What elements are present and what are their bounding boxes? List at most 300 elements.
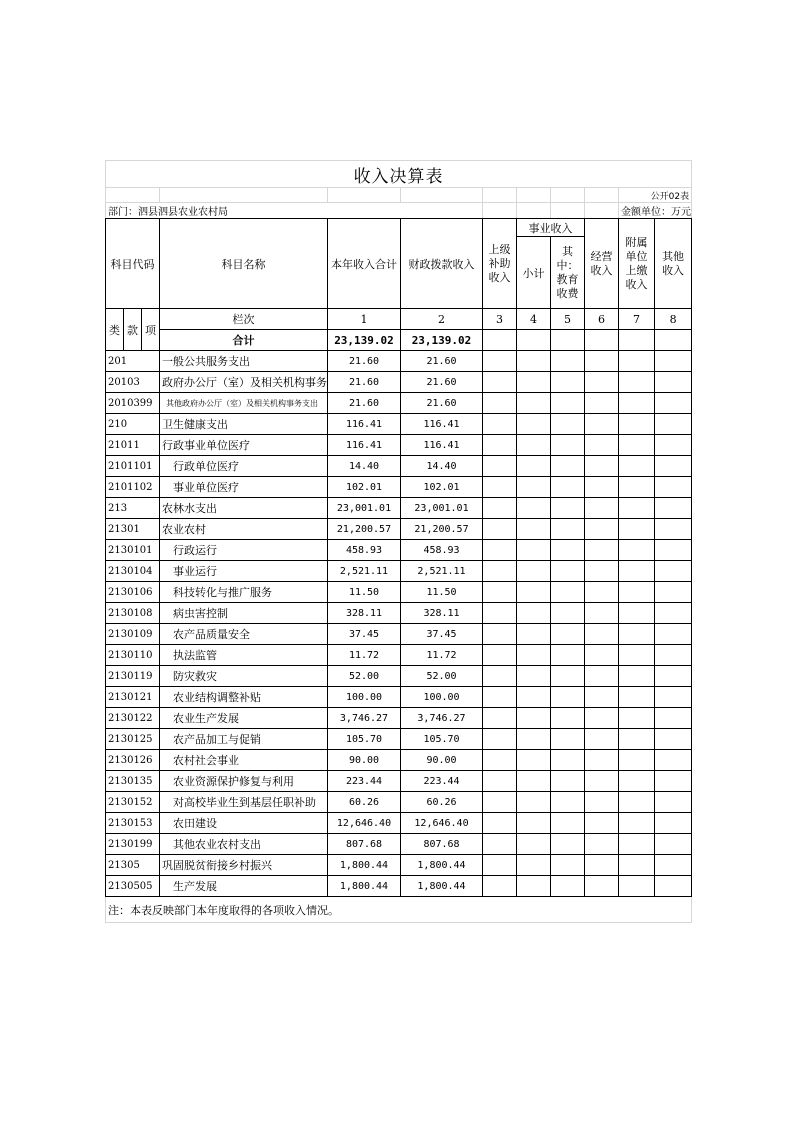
empty-cell [619,582,655,603]
total-fiscal: 23,139.02 [401,330,483,351]
row-total: 328.11 [328,603,401,624]
table-row [106,498,692,519]
empty-cell [655,792,692,813]
row-code: 2130122 [106,708,160,729]
empty-cell [585,771,619,792]
header-code: 科目代码 [106,219,160,309]
empty-cell [517,729,551,750]
row-fiscal: 105.70 [401,729,483,750]
row-name: 防灾救灾 [160,666,328,687]
empty-cell [517,435,551,456]
row-total: 105.70 [328,729,401,750]
row-total: 2,521.11 [328,561,401,582]
empty-cell [517,687,551,708]
empty-cell [551,708,585,729]
empty-cell [551,666,585,687]
empty-cell [483,855,517,876]
row-name: 病虫害控制 [160,603,328,624]
table-row [106,687,692,708]
header-kuan: 款 [124,309,142,351]
row-fiscal: 1,800.44 [401,855,483,876]
empty-cell [585,456,619,477]
empty-cell [551,435,585,456]
table-note: 注：本表反映部门本年度取得的各项收入情况。 [106,897,692,923]
empty-cell [483,666,517,687]
empty-cell [551,624,585,645]
empty-cell [483,393,517,414]
row-name: 一般公共服务支出 [160,351,328,372]
row-total: 1,800.44 [328,876,401,897]
empty-cell [517,498,551,519]
row-code: 2101101 [106,456,160,477]
row-fiscal: 116.41 [401,435,483,456]
empty-cell [551,414,585,435]
empty-cell [517,855,551,876]
row-total: 1,800.44 [328,855,401,876]
empty-cell [619,561,655,582]
empty-cell [483,876,517,897]
row-total: 100.00 [328,687,401,708]
empty-cell [585,477,619,498]
row-fiscal: 52.00 [401,666,483,687]
empty-cell [619,834,655,855]
empty-cell [655,687,692,708]
empty-cell [619,855,655,876]
row-name: 政府办公厅（室）及相关机构事务 [160,372,328,393]
empty-cell [619,771,655,792]
empty-cell [517,792,551,813]
empty-cell [483,792,517,813]
empty-cell [585,351,619,372]
empty-cell [619,540,655,561]
empty-cell [483,729,517,750]
empty-cell [517,519,551,540]
col-no-7: 7 [619,309,655,330]
row-fiscal: 102.01 [401,477,483,498]
empty-cell [585,687,619,708]
empty-cell [585,729,619,750]
header-xiang: 项 [142,309,160,351]
empty-cell [655,498,692,519]
empty-cell [655,876,692,897]
table-row [106,582,692,603]
empty-cell [551,498,585,519]
empty-cell [483,834,517,855]
row-total: 223.44 [328,771,401,792]
department-label: 部门：泗县泗县农业农村局 [106,203,483,219]
empty-cell [585,582,619,603]
empty-cell [655,561,692,582]
empty-cell [517,414,551,435]
row-name: 其他政府办公厅（室）及相关机构事务支出 [160,393,328,414]
row-name: 农业资源保护修复与利用 [160,771,328,792]
row-code: 2130505 [106,876,160,897]
row-fiscal: 14.40 [401,456,483,477]
empty-cell [619,813,655,834]
empty-cell [655,456,692,477]
empty-cell [619,687,655,708]
row-name: 生产发展 [160,876,328,897]
empty-cell [551,561,585,582]
header-superior: 上级补助收入 [483,219,517,309]
row-fiscal: 3,746.27 [401,708,483,729]
row-code: 2130109 [106,624,160,645]
row-fiscal: 11.50 [401,582,483,603]
empty-cell [551,582,585,603]
table-title: 收入决算表 [106,161,692,188]
empty-cell [551,687,585,708]
empty-cell [517,813,551,834]
empty-cell [483,624,517,645]
empty-cell [619,603,655,624]
empty-cell [585,435,619,456]
row-name: 行政事业单位医疗 [160,435,328,456]
row-code: 2130121 [106,687,160,708]
empty-cell [655,372,692,393]
empty-cell [517,645,551,666]
empty-cell [483,498,517,519]
empty-cell [483,435,517,456]
total-row [106,330,692,351]
row-code: 2010399 [106,393,160,414]
row-name: 卫生健康支出 [160,414,328,435]
row-name: 农业农村 [160,519,328,540]
empty-cell [517,876,551,897]
row-code: 2130135 [106,771,160,792]
empty-cell [517,603,551,624]
empty-cell [483,603,517,624]
empty-cell [655,855,692,876]
row-total: 116.41 [328,435,401,456]
empty-cell [585,792,619,813]
row-name: 农林水支出 [160,498,328,519]
table-row [106,393,692,414]
table-row [106,477,692,498]
empty-cell [619,477,655,498]
table-row [106,666,692,687]
empty-cell [585,876,619,897]
header-affiliated: 附属单位上缴收入 [619,219,655,309]
empty-cell [551,393,585,414]
row-name: 巩固脱贫衔接乡村振兴 [160,855,328,876]
empty-cell [655,708,692,729]
empty-cell [585,519,619,540]
empty-cell [655,666,692,687]
col-no-3: 3 [483,309,517,330]
empty-cell [619,708,655,729]
total-amount: 23,139.02 [328,330,401,351]
row-code: 213 [106,498,160,519]
empty-cell [517,750,551,771]
row-code: 2130106 [106,582,160,603]
row-name: 农田建设 [160,813,328,834]
header-subtotal: 小计 [517,237,551,309]
income-final-account-sheet [105,160,691,923]
empty-cell [517,561,551,582]
empty-cell [585,834,619,855]
empty-cell [655,771,692,792]
row-fiscal: 21,200.57 [401,519,483,540]
empty-cell [619,372,655,393]
row-code: 20103 [106,372,160,393]
col-no-5: 5 [551,309,585,330]
row-code: 201 [106,351,160,372]
empty-cell [585,603,619,624]
empty-cell [585,666,619,687]
row-fiscal: 1,800.44 [401,876,483,897]
empty-cell [619,876,655,897]
row-total: 458.93 [328,540,401,561]
empty-cell [585,372,619,393]
empty-cell [619,414,655,435]
header-column-number: 栏次 [160,309,328,330]
table-row [106,540,692,561]
empty-cell [551,645,585,666]
row-name: 其他农业农村支出 [160,834,328,855]
empty-cell [483,477,517,498]
empty-cell [483,456,517,477]
empty-cell [655,645,692,666]
empty-cell [483,813,517,834]
row-code: 2130199 [106,834,160,855]
col-no-4: 4 [517,309,551,330]
row-fiscal: 60.26 [401,792,483,813]
empty-cell [517,393,551,414]
row-code: 2130110 [106,645,160,666]
empty-cell [483,582,517,603]
col-no-6: 6 [585,309,619,330]
row-total: 11.72 [328,645,401,666]
empty-cell [619,792,655,813]
header-lei: 类 [106,309,124,351]
row-code: 210 [106,414,160,435]
header-business: 事业收入 [517,219,585,237]
row-name: 农业生产发展 [160,708,328,729]
empty-cell [585,708,619,729]
empty-cell [619,435,655,456]
row-code: 2130152 [106,792,160,813]
row-total: 37.45 [328,624,401,645]
row-code: 2130108 [106,603,160,624]
empty-cell [551,351,585,372]
table-row [106,645,692,666]
empty-cell [483,687,517,708]
row-name: 农产品质量安全 [160,624,328,645]
empty-cell [517,666,551,687]
row-fiscal: 11.72 [401,645,483,666]
empty-cell [517,456,551,477]
row-fiscal: 12,646.40 [401,813,483,834]
row-total: 21,200.57 [328,519,401,540]
empty-cell [483,414,517,435]
total-label: 合计 [160,330,328,351]
empty-cell [655,540,692,561]
col-no-2: 2 [401,309,483,330]
empty-cell [655,834,692,855]
row-code: 2101102 [106,477,160,498]
empty-cell [585,813,619,834]
col-no-8: 8 [655,309,692,330]
row-name: 农产品加工与促销 [160,729,328,750]
empty-cell [551,855,585,876]
empty-cell [655,624,692,645]
row-fiscal: 223.44 [401,771,483,792]
empty-cell [483,519,517,540]
row-code: 2130101 [106,540,160,561]
row-code: 2130153 [106,813,160,834]
header-operating: 经营收入 [585,219,619,309]
row-total: 90.00 [328,750,401,771]
header-fiscal: 财政拨款收入 [401,219,483,309]
table-row [106,792,692,813]
empty-cell [655,582,692,603]
table-row [106,624,692,645]
row-total: 3,746.27 [328,708,401,729]
empty-cell [551,813,585,834]
amount-unit: 金额单位：万元 [619,203,692,219]
row-name: 科技转化与推广服务 [160,582,328,603]
row-total: 12,646.40 [328,813,401,834]
row-fiscal: 100.00 [401,687,483,708]
empty-cell [585,645,619,666]
header-total: 本年收入合计 [328,219,401,309]
form-number: 公开02表 [619,188,692,203]
table-row [106,414,692,435]
col-no-1: 1 [328,309,401,330]
empty-cell [551,603,585,624]
row-fiscal: 116.41 [401,414,483,435]
empty-cell [655,351,692,372]
empty-cell [619,729,655,750]
row-total: 807.68 [328,834,401,855]
row-name: 事业运行 [160,561,328,582]
empty-cell [551,456,585,477]
table-row [106,771,692,792]
row-fiscal: 21.60 [401,372,483,393]
row-name: 行政运行 [160,540,328,561]
row-name: 执法监管 [160,645,328,666]
empty-cell [483,561,517,582]
empty-cell [585,624,619,645]
empty-cell [619,498,655,519]
empty-cell [655,414,692,435]
empty-cell [517,834,551,855]
row-total: 102.01 [328,477,401,498]
row-code: 2130125 [106,729,160,750]
empty-cell [517,540,551,561]
empty-cell [551,876,585,897]
row-total: 52.00 [328,666,401,687]
empty-cell [551,540,585,561]
row-fiscal: 90.00 [401,750,483,771]
table-row [106,435,692,456]
empty-cell [655,477,692,498]
row-total: 21.60 [328,393,401,414]
empty-cell [551,750,585,771]
empty-cell [483,351,517,372]
row-name: 行政单位医疗 [160,456,328,477]
row-name: 农村社会事业 [160,750,328,771]
empty-cell [619,456,655,477]
empty-cell [585,855,619,876]
empty-cell [619,645,655,666]
empty-cell [483,540,517,561]
row-total: 11.50 [328,582,401,603]
table-row [106,813,692,834]
row-fiscal: 37.45 [401,624,483,645]
empty-cell [551,729,585,750]
row-fiscal: 23,001.01 [401,498,483,519]
table-row [106,750,692,771]
empty-cell [551,792,585,813]
empty-cell [483,708,517,729]
empty-cell [483,645,517,666]
header-other: 其他收入 [655,219,692,309]
empty-cell [655,813,692,834]
table-row [106,456,692,477]
row-code: 21305 [106,855,160,876]
empty-cell [551,834,585,855]
empty-cell [483,771,517,792]
row-code: 2130104 [106,561,160,582]
row-total: 21.60 [328,372,401,393]
empty-cell [619,666,655,687]
empty-cell [619,750,655,771]
table-row [106,708,692,729]
data-rows [106,351,692,897]
empty-cell [655,393,692,414]
empty-cell [655,435,692,456]
empty-cell [585,561,619,582]
table-row [106,876,692,897]
empty-cell [619,351,655,372]
empty-cell [585,750,619,771]
table-row [106,855,692,876]
row-fiscal: 2,521.11 [401,561,483,582]
table-row [106,834,692,855]
row-total: 23,001.01 [328,498,401,519]
row-name: 事业单位医疗 [160,477,328,498]
empty-cell [517,372,551,393]
header-edu: 其中：教育收费 [551,237,585,309]
empty-cell [517,477,551,498]
row-code: 2130126 [106,750,160,771]
row-fiscal: 807.68 [401,834,483,855]
table-row [106,561,692,582]
row-name: 农业结构调整补贴 [160,687,328,708]
empty-cell [517,624,551,645]
empty-cell [585,540,619,561]
empty-cell [655,603,692,624]
empty-cell [655,750,692,771]
empty-cell [517,351,551,372]
empty-cell [619,624,655,645]
empty-cell [585,414,619,435]
row-code: 21301 [106,519,160,540]
empty-cell [551,519,585,540]
table-row [106,603,692,624]
row-fiscal: 328.11 [401,603,483,624]
empty-cell [517,771,551,792]
empty-cell [619,393,655,414]
empty-cell [483,750,517,771]
row-code: 21011 [106,435,160,456]
header-name: 科目名称 [160,219,328,309]
empty-cell [585,498,619,519]
empty-cell [483,372,517,393]
empty-cell [655,729,692,750]
empty-cell [551,477,585,498]
